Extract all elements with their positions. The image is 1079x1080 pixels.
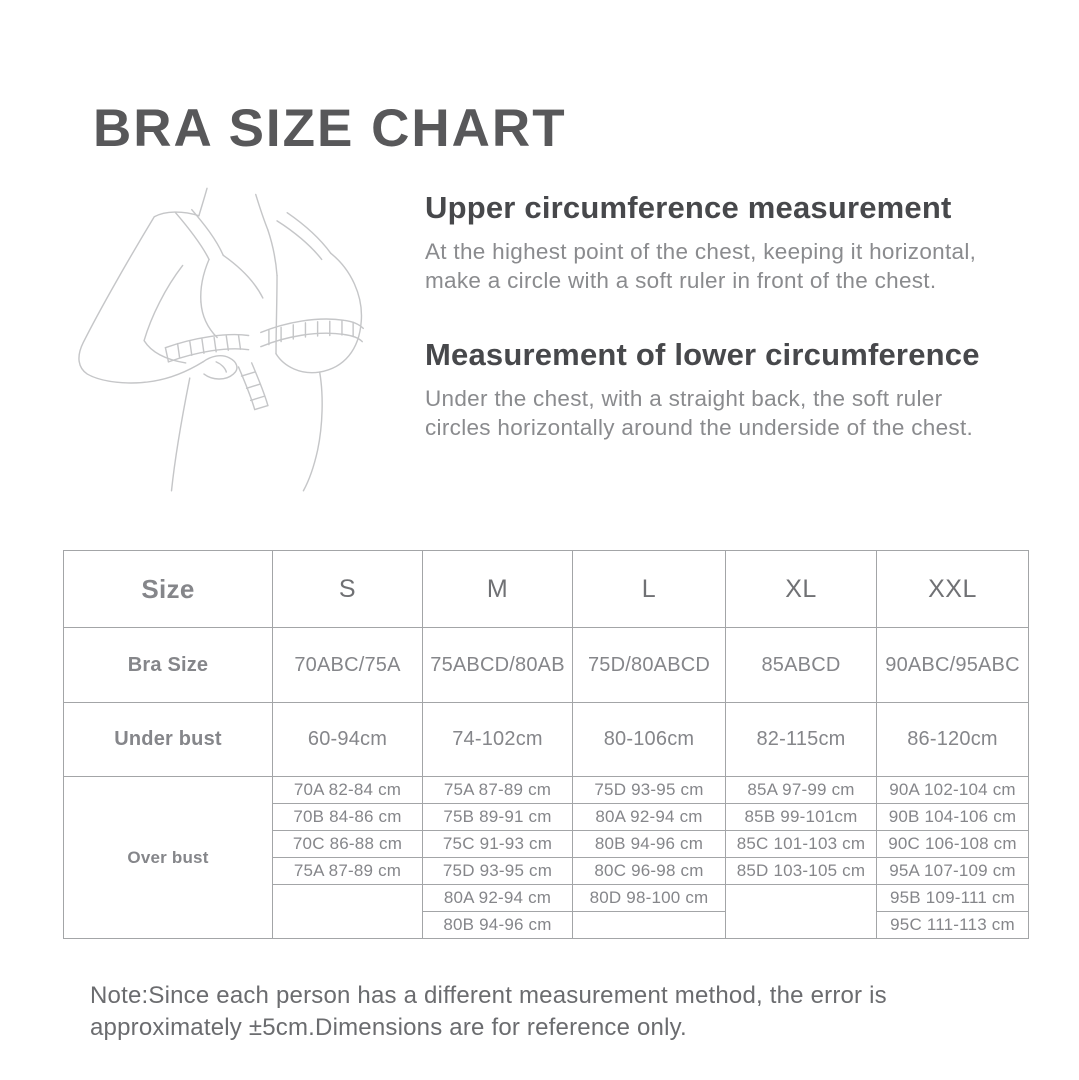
table-cell: 95A 107-109 cm [877,858,1029,885]
header-size: Size [64,551,273,628]
bra-measurement-illustration [68,168,413,503]
table-cell: 80-106cm [573,703,726,777]
table-cell: 85C 101-103 cm [726,831,877,858]
note-text: Note:Since each person has a different measurement method, the error is approximately ±5cm.Dimensions are for reference only. [90,982,887,1041]
size-table [63,550,1029,939]
lower-circumference-heading: Measurement of lower circumference [425,337,980,372]
over-bust-label: Over bust [64,777,273,939]
header-s: S [273,551,423,628]
table-cell: 80D 98-100 cm [573,885,726,912]
under-bust-row [64,703,1029,777]
table-cell: 95C 111-113 cm [877,912,1029,939]
table-cell: 75C 91-93 cm [423,831,573,858]
table-cell: 80A 92-94 cm [573,804,726,831]
table-cell: 75A 87-89 cm [423,777,573,804]
bra-size-row [64,628,1029,703]
upper-circumference-heading: Upper circumference measurement [425,190,952,225]
table-cell: 95B 109-111 cm [877,885,1029,912]
measurement-instructions [425,190,1010,442]
table-cell: 60-94cm [273,703,423,777]
header-l: L [573,551,726,628]
table-cell: 70B 84-86 cm [273,804,423,831]
table-cell: 75D 93-95 cm [573,777,726,804]
upper-circumference-section [425,190,1010,295]
bra-size-label: Bra Size [64,628,273,703]
table-cell: 80C 96-98 cm [573,858,726,885]
lower-circumference-text: Under the chest, with a straight back, the soft ruler circles horizontally around the underside of the chest. [425,386,974,440]
torso-line-drawing-icon [68,168,413,503]
upper-circumference-text: At the highest point of the chest, keeping it horizontal, make a circle with a soft ruler in front of the chest. [425,239,977,293]
table-cell: 90B 104-106 cm [877,804,1029,831]
page-title: BRA SIZE CHART [93,99,567,158]
table-cell: 75B 89-91 cm [423,804,573,831]
table-cell: 75D 93-95 cm [423,858,573,885]
table-cell: 75A 87-89 cm [273,858,423,885]
table-cell: 86-120cm [877,703,1029,777]
table-cell: 80B 94-96 cm [573,831,726,858]
table-cell: 75D/80ABCD [573,628,726,703]
header-xl: XL [726,551,877,628]
table-cell: 85D 103-105 cm [726,858,877,885]
table-cell: 70ABC/75A [273,628,423,703]
header-xxl: XXL [877,551,1029,628]
table-cell: 70A 82-84 cm [273,777,423,804]
table-cell-empty [273,885,423,939]
table-cell: 85B 99-101cm [726,804,877,831]
table-cell-empty [726,885,877,939]
table-cell: 70C 86-88 cm [273,831,423,858]
table-header-row [64,551,1029,628]
lower-circumference-section [425,337,1010,442]
table-cell: 90C 106-108 cm [877,831,1029,858]
under-bust-label: Under bust [64,703,273,777]
table-cell: 85ABCD [726,628,877,703]
table-cell-empty [573,912,726,939]
table-cell: 90A 102-104 cm [877,777,1029,804]
header-m: M [423,551,573,628]
table-cell: 82-115cm [726,703,877,777]
table-cell: 75ABCD/80AB [423,628,573,703]
table-cell: 80A 92-94 cm [423,885,573,912]
table-cell: 90ABC/95ABC [877,628,1029,703]
over-bust-row-1 [64,777,1029,804]
table-cell: 74-102cm [423,703,573,777]
table-cell: 85A 97-99 cm [726,777,877,804]
table-cell: 80B 94-96 cm [423,912,573,939]
